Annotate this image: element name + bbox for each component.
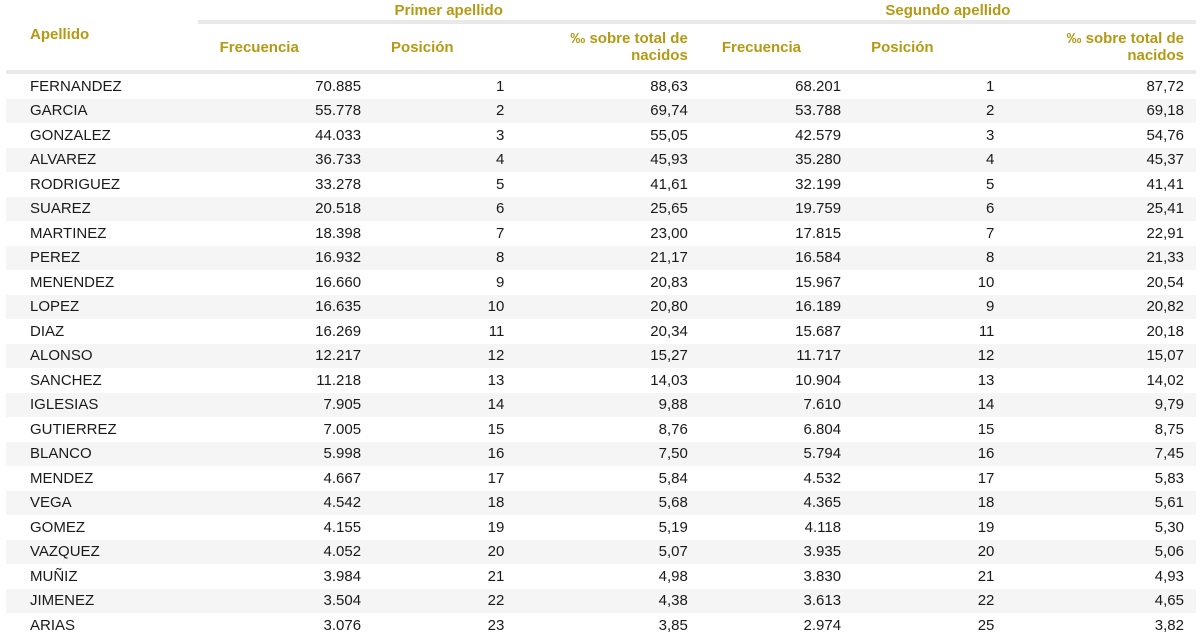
cell-apellido: PEREZ [6,246,198,271]
cell-posicion-1: 10 [369,295,518,320]
cell-posicion-2: 7 [986,224,995,242]
cell-frecuencia-1: 16.269 [315,322,362,340]
table-row [6,123,1196,148]
cell-frecuencia-2: 4.118 [804,518,842,536]
table-row [6,491,1196,516]
cell-posicion-2: 25 [977,616,995,634]
cell-permil-1: 20,80 [518,295,700,320]
cell-frecuencia-1: 55.778 [198,99,369,124]
cell-apellido: VAZQUEZ [6,540,198,565]
cell-permil-2: 25,41 [1008,197,1196,222]
table-row [6,417,1196,442]
surnames-table [6,0,1196,638]
header-permil-1-line1: ‰ sobre total de [570,30,688,47]
cell-apellido: MENDEZ [30,469,94,487]
cell-frecuencia-2: 7.610 [700,393,849,418]
cell-frecuencia-1: 70.885 [315,77,362,95]
cell-posicion-1: 11 [488,322,505,340]
cell-posicion-2: 6 [849,197,1008,222]
cell-frecuencia-2: 68.201 [795,77,842,95]
cell-permil-2: 15,07 [1008,344,1196,369]
cell-posicion-1: 1 [495,77,505,95]
cell-permil-2: 20,18 [1146,322,1184,340]
cell-posicion-2: 3 [986,126,995,144]
cell-apellido: BLANCO [6,442,198,467]
cell-posicion-2: 11 [978,322,995,340]
table-row [6,393,1196,418]
cell-apellido: MARTINEZ [30,224,107,242]
header-segundo-apellido [700,0,1196,24]
cell-permil-1: 3,85 [658,616,688,634]
cell-permil-1: 7,50 [518,442,700,467]
table-row [6,319,1196,344]
cell-frecuencia-2: 3.613 [700,589,849,614]
cell-posicion-1: 9 [495,273,505,291]
cell-posicion-1: 14 [369,393,518,418]
cell-posicion-1: 2 [369,99,518,124]
header-primer-apellido [198,0,700,24]
table-row [6,197,1196,222]
table-row [6,295,1196,320]
cell-permil-1: 25,65 [518,197,700,222]
cell-posicion-1: 3 [495,126,505,144]
cell-frecuencia-2: 11.717 [700,344,849,369]
table-row [6,246,1196,271]
header-permil-1 [518,24,700,74]
cell-posicion-2: 22 [849,589,1008,614]
cell-frecuencia-1: 4.667 [323,469,362,487]
cell-permil-1: 8,76 [658,420,688,438]
cell-frecuencia-2: 15.687 [795,322,842,340]
cell-frecuencia-1: 4.052 [198,540,369,565]
cell-apellido: ARIAS [30,616,76,634]
header-permil-2-line1: ‰ sobre total de [1066,30,1184,47]
cell-posicion-2: 10 [977,273,995,291]
cell-apellido: GARCIA [6,99,198,124]
cell-permil-1: 20,34 [650,322,688,340]
cell-frecuencia-2: 32.199 [795,175,842,193]
cell-permil-1: 55,05 [650,126,688,144]
cell-posicion-1: 4 [369,148,518,173]
cell-posicion-1: 20 [369,540,518,565]
cell-permil-1: 45,93 [518,148,700,173]
table-row [6,74,1196,99]
cell-permil-2: 22,91 [1146,224,1184,242]
cell-posicion-2: 1 [986,77,995,95]
table-row [6,344,1196,369]
cell-frecuencia-2: 6.804 [803,420,842,438]
cell-frecuencia-1: 16.932 [198,246,369,271]
cell-posicion-2: 2 [849,99,1008,124]
cell-permil-2: 5,61 [1008,491,1196,516]
cell-frecuencia-1: 33.278 [315,175,362,193]
cell-frecuencia-1: 11.218 [316,371,362,389]
cell-permil-1: 5,84 [658,469,688,487]
header-primer-apellido-label: Primer apellido [198,2,700,24]
cell-posicion-2: 20 [849,540,1008,565]
cell-frecuencia-1: 18.398 [315,224,362,242]
cell-permil-1: 5,19 [658,518,688,536]
cell-permil-2: 5,30 [1154,518,1184,536]
cell-apellido: SUAREZ [6,197,198,222]
cell-permil-2: 5,06 [1008,540,1196,565]
cell-posicion-2: 14 [849,393,1008,418]
table-row [6,270,1196,295]
cell-frecuencia-1: 3.504 [198,589,369,614]
cell-apellido: GOMEZ [30,518,85,536]
table-row [6,99,1196,124]
cell-frecuencia-2: 2.974 [803,616,842,634]
surnames-table-container [6,0,1196,638]
cell-apellido: MUÑIZ [30,567,78,585]
header-frecuencia-1: Frecuencia [198,24,369,74]
cell-permil-2: 14,02 [1146,371,1184,389]
cell-permil-2: 87,72 [1146,77,1184,95]
cell-posicion-1: 15 [487,420,505,438]
cell-frecuencia-1: 4.542 [198,491,369,516]
cell-permil-1: 9,88 [518,393,700,418]
cell-frecuencia-2: 17.815 [795,224,842,242]
cell-posicion-2: 4 [849,148,1008,173]
cell-posicion-2: 13 [977,371,995,389]
header-posicion-2: Posición [849,24,1008,74]
cell-frecuencia-2: 10.904 [795,371,842,389]
cell-permil-2: 20,82 [1008,295,1196,320]
cell-permil-2: 8,75 [1154,420,1184,438]
cell-permil-2: 9,79 [1008,393,1196,418]
table-row [6,172,1196,197]
cell-posicion-1: 19 [487,518,505,536]
cell-permil-2: 4,93 [1154,567,1184,585]
cell-frecuencia-2: 19.759 [700,197,849,222]
header-permil-2 [1008,24,1196,74]
header-frecuencia-2: Frecuencia [700,24,849,74]
cell-frecuencia-2: 5.794 [700,442,849,467]
cell-posicion-2: 9 [849,295,1008,320]
table-row [6,589,1196,614]
cell-apellido: ALONSO [6,344,198,369]
cell-posicion-1: 13 [487,371,505,389]
cell-permil-2: 3,82 [1154,616,1184,634]
header-permil-1-line2: nacidos [631,47,688,64]
header-apellido: Apellido [6,0,198,74]
cell-permil-2: 20,54 [1146,273,1184,291]
cell-permil-1: 5,68 [518,491,700,516]
cell-frecuencia-2: 3.830 [803,567,842,585]
cell-frecuencia-1: 16.660 [315,273,362,291]
cell-permil-1: 41,61 [650,175,688,193]
cell-permil-1: 5,07 [518,540,700,565]
cell-permil-2: 45,37 [1008,148,1196,173]
cell-apellido: GUTIERREZ [30,420,117,438]
cell-frecuencia-2: 16.584 [700,246,849,271]
cell-posicion-1: 8 [369,246,518,271]
cell-posicion-2: 19 [977,518,995,536]
header-segundo-apellido-label: Segundo apellido [700,2,1196,24]
group-header-row [6,0,1196,24]
cell-permil-1: 88,63 [650,77,688,95]
cell-permil-2: 7,45 [1008,442,1196,467]
cell-frecuencia-1: 3.984 [323,567,362,585]
cell-posicion-1: 22 [369,589,518,614]
cell-apellido: RODRIGUEZ [30,175,120,193]
cell-permil-1: 14,03 [650,371,688,389]
cell-posicion-1: 6 [369,197,518,222]
cell-frecuencia-2: 4.532 [803,469,842,487]
cell-permil-2: 54,76 [1146,126,1184,144]
cell-posicion-2: 15 [977,420,995,438]
cell-posicion-1: 7 [495,224,505,242]
cell-apellido: ALVAREZ [6,148,198,173]
cell-apellido: MENENDEZ [30,273,115,291]
header-permil-2-line2: nacidos [1127,47,1184,64]
cell-posicion-2: 12 [849,344,1008,369]
cell-frecuencia-2: 53.788 [700,99,849,124]
cell-frecuencia-2: 4.365 [700,491,849,516]
table-row [6,564,1196,589]
cell-permil-2: 21,33 [1008,246,1196,271]
cell-frecuencia-2: 16.189 [700,295,849,320]
cell-posicion-1: 18 [369,491,518,516]
cell-apellido: GONZALEZ [30,126,111,144]
cell-permil-1: 21,17 [518,246,700,271]
cell-posicion-2: 17 [977,469,995,487]
cell-frecuencia-1: 7.005 [323,420,362,438]
cell-posicion-1: 16 [369,442,518,467]
table-row [6,442,1196,467]
table-row [6,613,1196,638]
cell-frecuencia-1: 36.733 [198,148,369,173]
cell-permil-1: 20,83 [650,273,688,291]
cell-apellido: LOPEZ [6,295,198,320]
cell-posicion-1: 5 [495,175,505,193]
cell-posicion-1: 23 [487,616,505,634]
cell-permil-1: 69,74 [518,99,700,124]
cell-posicion-2: 8 [849,246,1008,271]
cell-apellido: JIMENEZ [6,589,198,614]
table-row [6,368,1196,393]
cell-posicion-1: 12 [369,344,518,369]
cell-posicion-2: 18 [849,491,1008,516]
cell-apellido: IGLESIAS [6,393,198,418]
cell-permil-2: 4,65 [1008,589,1196,614]
cell-permil-1: 15,27 [518,344,700,369]
cell-frecuencia-1: 20.518 [198,197,369,222]
cell-frecuencia-1: 5.998 [198,442,369,467]
cell-frecuencia-1: 16.635 [198,295,369,320]
table-row [6,540,1196,565]
cell-frecuencia-2: 35.280 [700,148,849,173]
cell-apellido: DIAZ [30,322,65,340]
cell-posicion-1: 17 [487,469,505,487]
cell-frecuencia-1: 12.217 [198,344,369,369]
cell-permil-2: 69,18 [1008,99,1196,124]
cell-permil-1: 23,00 [650,224,688,242]
header-posicion-1: Posición [369,24,518,74]
table-body [6,74,1196,638]
cell-permil-1: 4,98 [658,567,688,585]
cell-posicion-2: 21 [977,567,995,585]
cell-posicion-2: 16 [849,442,1008,467]
cell-frecuencia-1: 7.905 [198,393,369,418]
cell-permil-2: 41,41 [1146,175,1184,193]
cell-permil-1: 4,38 [518,589,700,614]
cell-permil-2: 5,83 [1154,469,1184,487]
cell-apellido: VEGA [6,491,198,516]
cell-posicion-1: 21 [487,567,505,585]
cell-frecuencia-2: 3.935 [700,540,849,565]
table-row [6,221,1196,246]
cell-apellido: FERNANDEZ [30,77,122,95]
table-row [6,466,1196,491]
cell-frecuencia-1: 44.033 [315,126,362,144]
cell-frecuencia-1: 3.076 [323,616,362,634]
cell-posicion-2: 5 [986,175,995,193]
cell-apellido: SANCHEZ [30,371,102,389]
table-row [6,515,1196,540]
table-row [6,148,1196,173]
cell-frecuencia-1: 4.155 [323,518,362,536]
cell-frecuencia-2: 42.579 [795,126,842,144]
cell-frecuencia-2: 15.967 [795,273,842,291]
